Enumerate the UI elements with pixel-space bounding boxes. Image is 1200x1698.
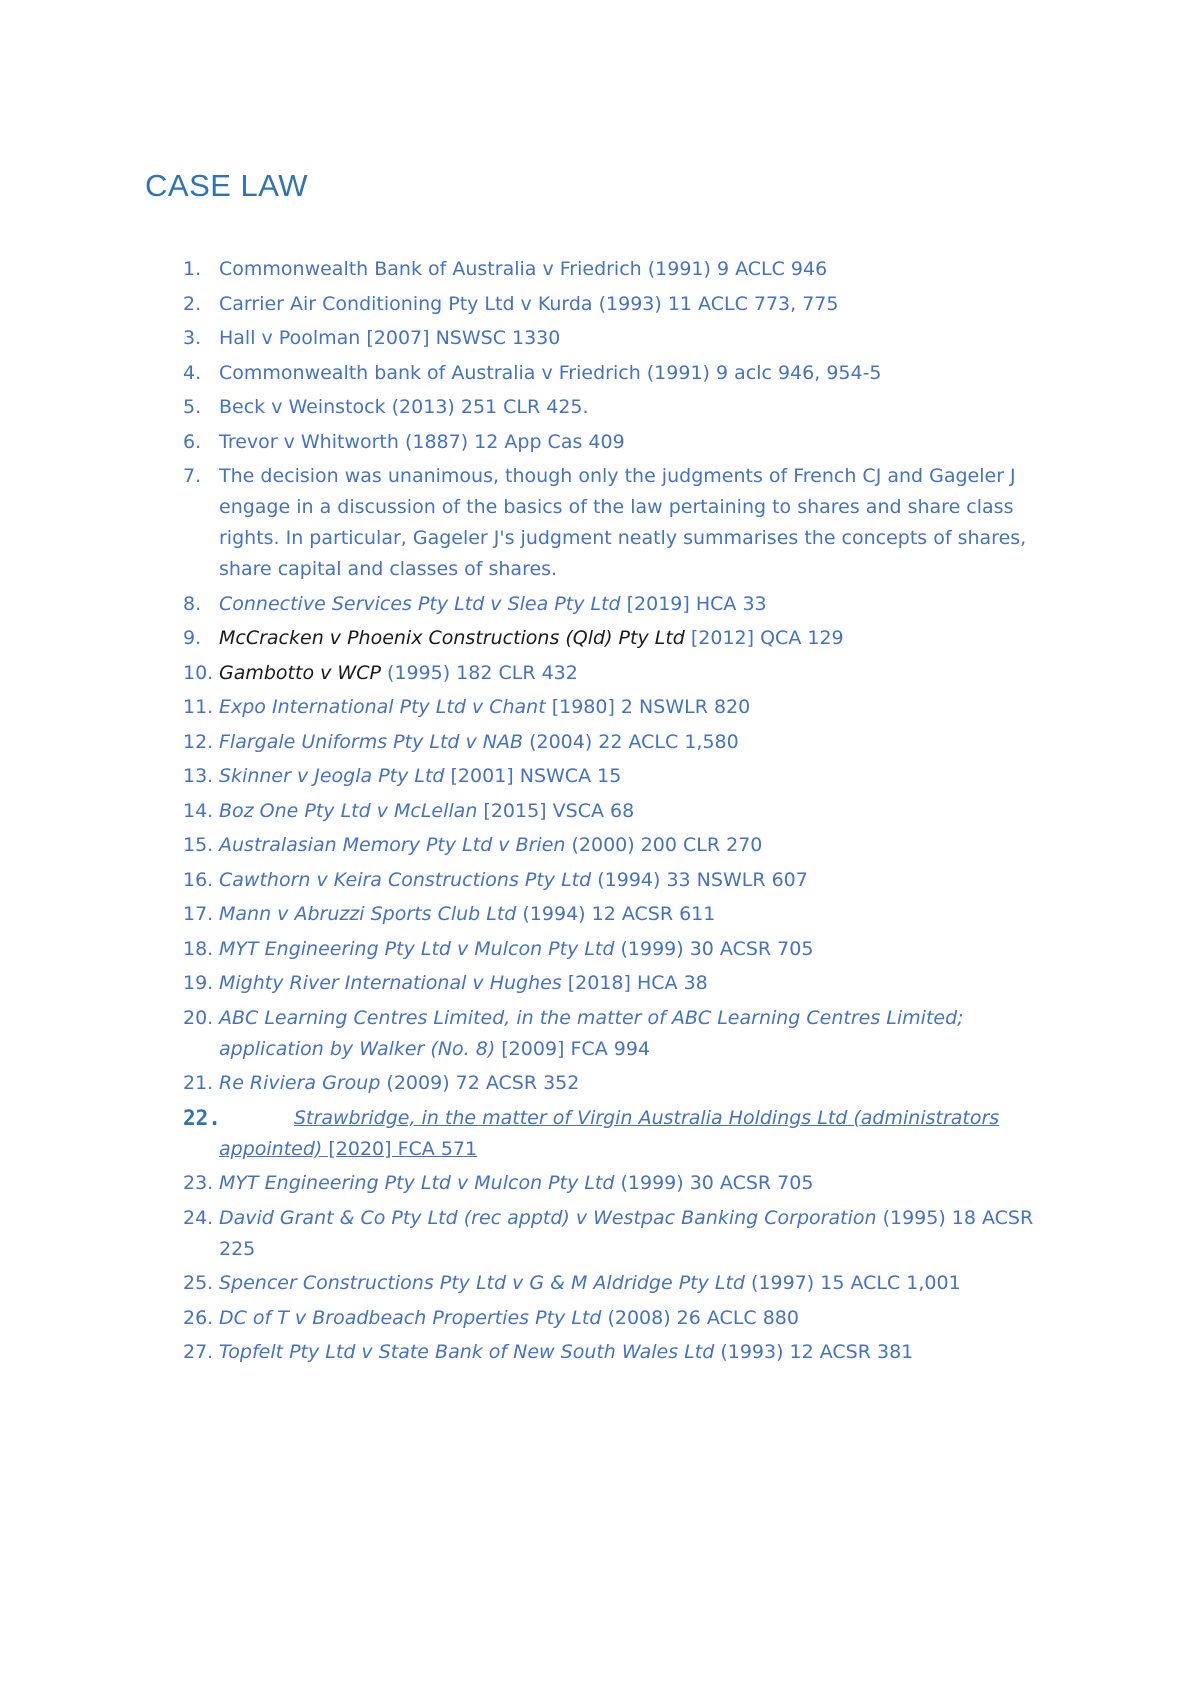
case-name: Topfelt Pty Ltd v State Bank of New South Wales Ltd [219,1341,715,1363]
case-citation: (1995) 18 ACSR 225 [219,1206,1034,1260]
case-number: 6. [183,430,202,453]
case-list-item [0,1003,1049,1065]
case-number: 19. [183,972,214,994]
case-name: Expo International Pty Ltd v Chant [219,696,546,718]
case-number: 27. [183,1341,214,1363]
case-list-item [0,623,1049,654]
case-list-item [0,254,1049,285]
case-text: The decision was unanimous, though only the judgments of French CJ and Gageler J engage in a discussion of the basics of the law pertaining to shares and share class rights. In particular, Gageler J's judgment neatly summarises the concepts of shares, share capital and classes of shares. [219,465,1027,580]
case-number: 22. [183,1105,221,1130]
case-text: Hall v Poolman [2007] NSWSC 1330 [219,327,561,349]
case-citation: (1999) 30 ACSR 705 [614,937,814,960]
case-number: 17. [183,903,214,925]
case-list-item [0,461,1049,585]
case-name: Re Riviera Group [219,1072,381,1094]
case-hyperlink[interactable] [219,1103,1049,1165]
case-number: 25. [183,1272,214,1294]
case-list-item [0,727,1049,758]
case-list-item [0,1168,1049,1199]
case-citation: [2015] VSCA 68 [477,799,635,822]
case-number: 12. [183,730,214,753]
case-citation: (2000) 200 CLR 270 [565,834,763,856]
case-number: 11. [183,696,214,718]
case-list-item [0,865,1049,896]
case-list-item [0,392,1049,423]
case-list-item [0,358,1049,389]
case-citation: (2008) 26 ACLC 880 [601,1306,799,1329]
case-number: 1. [183,258,202,280]
case-citation: (2004) 22 ACLC 1,580 [523,730,739,753]
case-citation: [2001] NSWCA 15 [444,765,622,787]
case-list-item [0,427,1049,458]
case-name: Mighty River International v Hughes [219,972,562,994]
case-number: 3. [183,327,202,349]
case-list-item [0,934,1049,965]
case-name: ABC Learning Centres Limited, in the matter of ABC Learning Centres Limited; application by Walker (No. 8) [219,1006,964,1060]
case-list-item [0,692,1049,723]
case-list-item [0,1303,1049,1334]
case-name: MYT Engineering Pty Ltd v Mulcon Pty Ltd [219,1172,615,1194]
case-name: DC of T v Broadbeach Properties Pty Ltd [219,1306,602,1329]
case-name: Gambotto v WCP [219,661,381,684]
case-name: MYT Engineering Pty Ltd v Mulcon Pty Ltd [219,937,615,960]
case-law-list [0,254,1200,1372]
case-list-item [0,968,1049,999]
case-number: 26. [183,1306,214,1329]
case-number: 14. [183,799,214,822]
case-text: Carrier Air Conditioning Pty Ltd v Kurda (1993) 11 ACLC 773, 775 [219,292,839,315]
case-name: Skinner v Jeogla Pty Ltd [219,765,445,787]
case-text: Commonwealth Bank of Australia v Friedrich (1991) 9 ACLC 946 [219,258,828,280]
case-text: Trevor v Whitworth (1887) 12 App Cas 409 [219,430,625,453]
case-number: 8. [183,592,202,615]
case-name: Spencer Constructions Pty Ltd v G & M Aldridge Pty Ltd [219,1272,745,1294]
case-list-item [0,1103,1049,1165]
case-list-item [0,796,1049,827]
case-citation: (1993) 12 ACSR 381 [714,1341,914,1363]
case-citation: (1997) 15 ACLC 1,001 [744,1272,961,1294]
case-list-item [0,589,1049,620]
case-number: 7. [183,465,202,487]
case-name: Cawthorn v Keira Constructions Pty Ltd [219,868,592,891]
case-list-item [0,1068,1049,1099]
case-number: 18. [183,937,214,960]
case-name: Mann v Abruzzi Sports Club Ltd [219,903,517,925]
case-number: 16. [183,868,214,891]
case-list-item [0,658,1049,689]
case-citation: (1994) 33 NSWLR 607 [591,868,808,891]
case-name: Connective Services Pty Ltd v Slea Pty Ltd [219,592,621,615]
case-list-item [0,1337,1049,1368]
case-list-item [0,830,1049,861]
case-citation: [2012] QCA 129 [684,627,844,649]
case-number: 5. [183,396,202,418]
case-citation: [2018] HCA 38 [561,972,708,994]
case-number: 4. [183,361,202,384]
case-citation: (1995) 182 CLR 432 [380,661,578,684]
case-number: 24. [183,1206,214,1229]
case-list-item [0,761,1049,792]
case-number: 13. [183,765,214,787]
case-list-item [0,1203,1049,1265]
case-citation: [2009] FCA 994 [495,1037,650,1060]
case-number: 21. [183,1072,214,1094]
page-title: CASE LAW [145,168,309,203]
case-number: 23. [183,1172,214,1194]
case-citation: (1994) 12 ACSR 611 [516,903,716,925]
case-list-item [0,289,1049,320]
case-citation: (1999) 30 ACSR 705 [614,1172,814,1194]
case-citation: [2019] HCA 33 [620,592,767,615]
case-number: 2. [183,292,202,315]
case-citation: [2020] FCA 571 [322,1137,478,1160]
case-name: Boz One Pty Ltd v McLellan [219,799,478,822]
case-name: Flargale Uniforms Pty Ltd v NAB [219,730,524,753]
case-name: McCracken v Phoenix Constructions (Qld) Pty Ltd [219,627,685,649]
case-text: Commonwealth bank of Australia v Friedrich (1991) 9 aclc 946, 954-5 [219,361,882,384]
case-citation: (2009) 72 ACSR 352 [380,1072,580,1094]
case-number: 10. [183,661,214,684]
case-number: 9. [183,627,202,649]
case-name: Australasian Memory Pty Ltd v Brien [219,834,566,856]
case-list-item [0,899,1049,930]
case-text: Beck v Weinstock (2013) 251 CLR 425. [219,396,589,418]
case-list-item [0,323,1049,354]
case-citation: [1980] 2 NSWLR 820 [545,696,751,718]
case-name: Strawbridge, in the matter of Virgin Australia Holdings Ltd (administrators appointed) [219,1106,1000,1160]
case-number: 20. [183,1006,214,1029]
case-name: David Grant & Co Pty Ltd (rec apptd) v Westpac Banking Corporation [219,1206,877,1229]
case-list-item [0,1268,1049,1299]
case-number: 15. [183,834,214,856]
